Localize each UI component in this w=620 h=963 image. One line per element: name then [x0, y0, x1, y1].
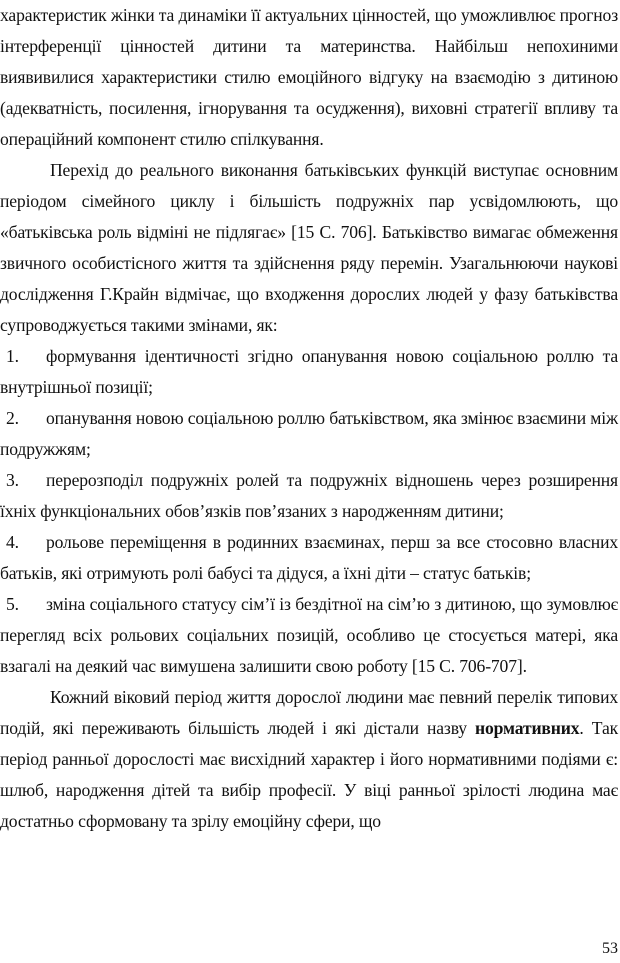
list-item-4	[0, 527, 618, 589]
list-text: опанування новою соціальною роллю батьківством, яка змінює взаємини між подружжям;	[0, 408, 618, 459]
paragraph-1: характеристик жінки та динаміки її актуальних цінностей, що уможливлює прогноз інтерференції цінностей дитини та материнства. Найбільш непохиними виявивилися характеристики стилю емоційного відгуку на взаємодію з дитиною (адекватність, посилення, ігнорування та осудження), виховні стратегії впливу та операційний компонент стилю спілкування.	[0, 5, 618, 149]
paragraph-3-bold-term: нормативних	[475, 718, 580, 738]
list-text: формування ідентичності згідно опанування новою соціальною роллю та внутрішньої позиції;	[0, 346, 618, 397]
list-item-1	[0, 341, 618, 403]
list-item-2	[0, 403, 618, 465]
list-number: 2.	[6, 408, 19, 428]
paragraph-2: Перехід до реального виконання батьківських функцій виступає основним періодом сімейного циклу і більшість подружніх пар усвідомлюють, що «батьківська роль відміні не підлягає» [15 С. 706]. Батьківство вимагає обмеження звичного особистісного життя та здійснення ряду перемін. Узагальнюючи наукові дослідження Г.Крайн відмічає, що входження дорослих людей у фазу батьківства супроводжується такими змінами, як:	[0, 160, 618, 335]
paragraph-3-end: . Так період ранньої дорослості має висхідний характер і його нормативними подіями є: шлюб, народження дітей та вибір професії. У віці ранньої зрілості людина має достатньо сформовану та зрілу емоційну сфери, що	[0, 718, 618, 831]
list-text: рольове переміщення в родинних взаєминах, перш за все стосовно власних батьків, які отримують ролі бабусі та дідуся, а їхні діти – статус батьків;	[0, 532, 618, 583]
list-number: 4.	[6, 532, 19, 552]
paragraph-3-start: Кожний віковий період життя дорослої людини має певний перелік типових подій, які переживають більшість людей і які дістали назву	[0, 687, 618, 738]
paragraph-3	[0, 682, 618, 837]
list-item-3	[0, 465, 618, 527]
list-number: 1.	[6, 346, 19, 366]
page-number: 53	[602, 940, 618, 957]
list-item-5	[0, 589, 618, 682]
list-text: зміна соціального статусу сім’ї із бездітної на сім’ю з дитиною, що зумовлює перегляд всіх рольових соціальних позицій, особливо це стосується матері, яка взагалі на деякий час вимушена залишити свою роботу [15 С. 706-707].	[0, 594, 618, 676]
list-number: 3.	[6, 470, 19, 490]
list-number: 5.	[6, 594, 19, 614]
list-text: перерозподіл подружніх ролей та подружніх відношень через розширення їхніх функціональних обов’язків пов’язаних з народженням дитини;	[0, 470, 618, 521]
